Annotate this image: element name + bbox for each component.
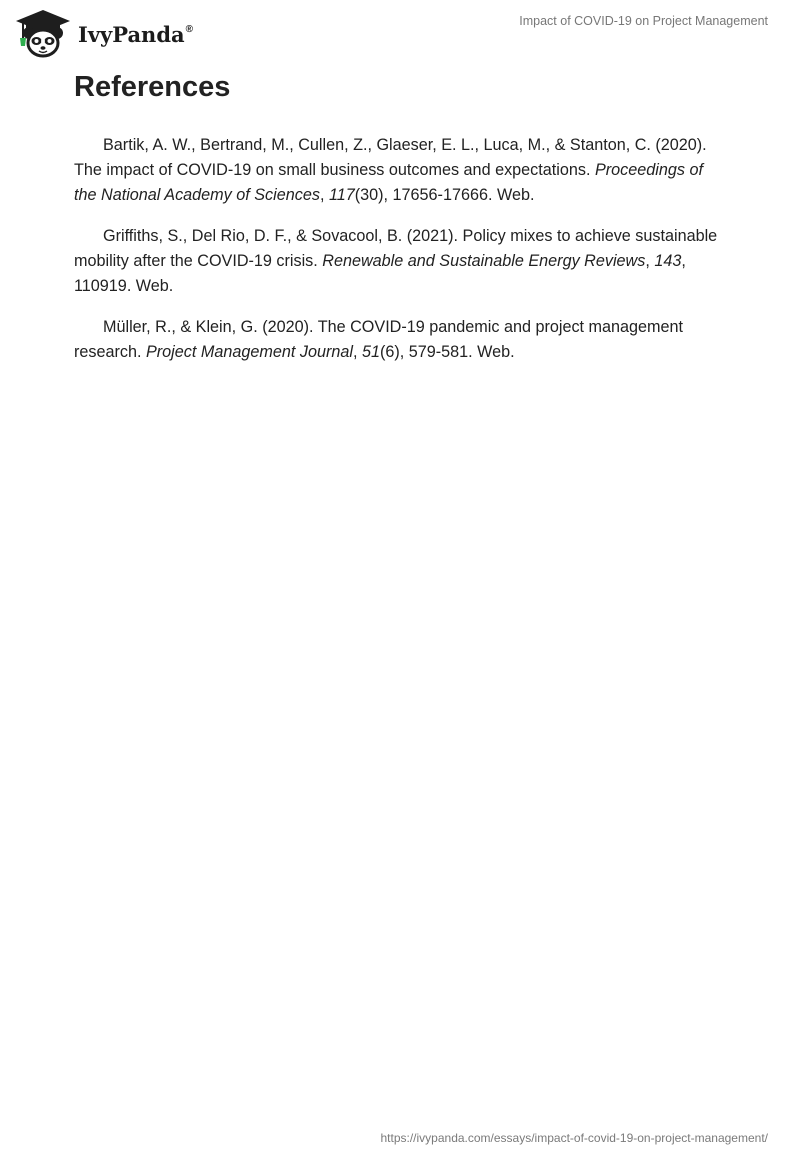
reference-tail: (6), 579-581. Web. [379, 343, 515, 361]
page-title: References [74, 71, 231, 103]
source-url[interactable]: https://ivypanda.com/essays/impact-of-covid-19-on-project-management/ [380, 1131, 768, 1145]
reference-tail: (30), 17656-17666. Web. [354, 186, 535, 204]
reference-volume: 143 [654, 252, 682, 270]
reference-item [74, 224, 719, 299]
reference-text: Bartik, A. W., Bertrand, M., Cullen, Z., Glaeser, E. L., Luca, M., & Stanton, C. (2020). The impact of COVID-19 on small business outcomes and expectations. [74, 136, 707, 179]
reference-journal: Proceedings of the National Academy of Sciences [74, 161, 703, 204]
reference-volume: 51 [361, 343, 380, 361]
panda-graduate-icon [14, 8, 72, 58]
reference-tail: , 110919. Web. [74, 252, 686, 295]
reference-list [74, 133, 719, 381]
reference-separator: , [645, 252, 655, 270]
document-title: Impact of COVID-19 on Project Management [519, 14, 768, 28]
reference-journal: Project Management Journal [145, 343, 353, 361]
registered-mark: ® [185, 23, 193, 35]
reference-journal: Renewable and Sustainable Energy Reviews [322, 252, 646, 270]
reference-item [74, 133, 719, 208]
brand-logo[interactable] [14, 8, 193, 58]
reference-item [74, 315, 719, 365]
reference-separator: , [352, 343, 362, 361]
reference-text: Griffiths, S., Del Rio, D. F., & Sovacool, B. (2021). Policy mixes to achieve sustainable mobility after the COVID-19 crisis. [74, 227, 718, 270]
reference-text: Müller, R., & Klein, G. (2020). The COVID-19 pandemic and project management research. [74, 318, 684, 361]
reference-volume: 117 [328, 186, 355, 204]
reference-separator: , [319, 186, 329, 204]
brand-name: IvyPanda® [78, 21, 193, 47]
